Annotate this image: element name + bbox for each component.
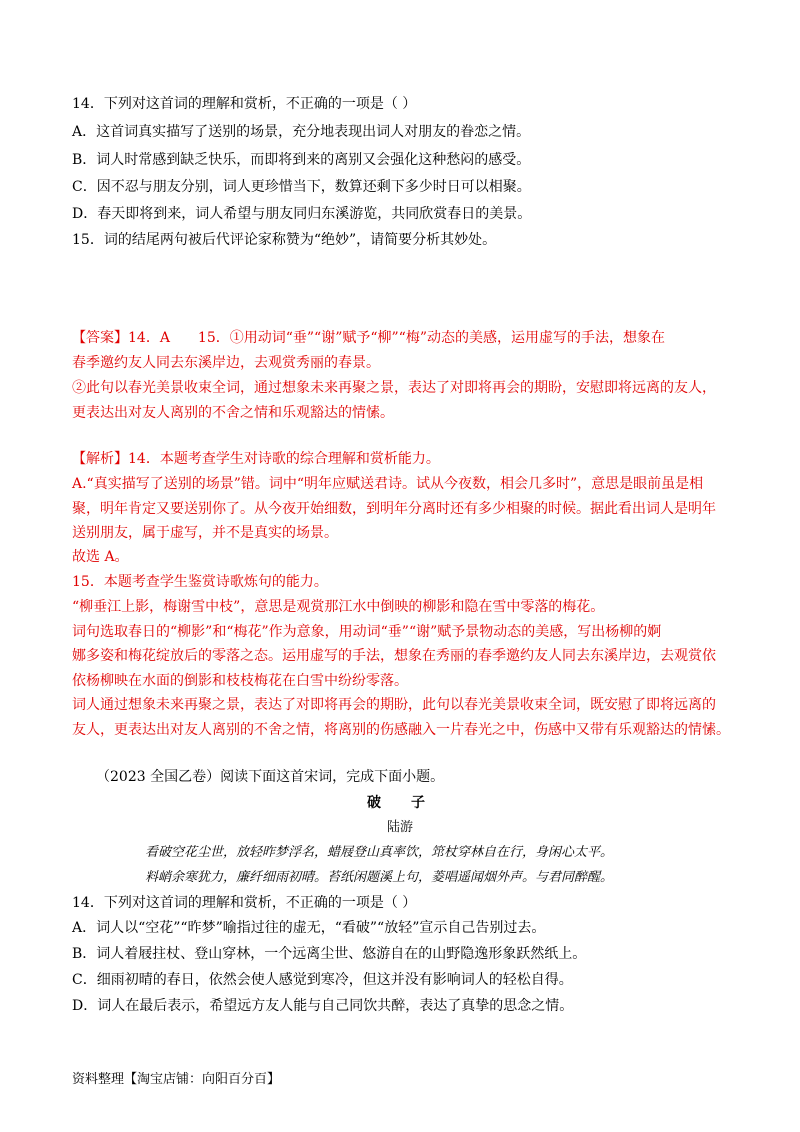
analysis-line: 故选 A。 — [72, 549, 129, 565]
analysis-line: 15．本题考查学生鉴赏诗歌炼句的能力。 — [72, 574, 328, 590]
answer-line: 【答案】14．A 15．①用动词“垂”“谢”赋予“柳”“梅”动态的美感，运用虚写的手法，想象在 — [72, 330, 665, 346]
question-15-stem: 15．词的结尾两句被后代评论家称赞为“绝妙”，请简要分析其妙处。 — [72, 232, 497, 248]
question-14-option-d: D．词人在最后表示，希望远方友人能与自己同饮共醉，表达了真挚的思念之情。 — [72, 998, 574, 1014]
question-14-option-b: B．词人着屐拄杖、登山穿林，一个远离尘世、悠游自在的山野隐逸形象跃然纸上。 — [72, 946, 587, 962]
analysis-line: 友人，更表达出对友人离别的不舍之情，将离别的伤感融入一片春光之中，伤感中又带有乐观豁达的情愫。 — [72, 722, 730, 738]
poem-line: 料峭余寒犹力，廉纤细雨初晴。苔纸闲题溪上句，菱唱遥闻烟外声。与君同醉醒。 — [145, 870, 614, 885]
question-14-option-c: C．细雨初晴的春日，依然会使人感觉到寒冷，但这并没有影响词人的轻松自得。 — [72, 972, 573, 988]
poem-author: 陆游 — [386, 820, 413, 835]
question-14-option-b: B．词人时常感到缺乏快乐，而即将到来的离别又会强化这种愁闷的感受。 — [72, 152, 531, 168]
question-14-stem: 14．下列对这首词的理解和赏析，不正确的一项是（ ） — [72, 895, 417, 911]
answer-line: 更表达出对友人离别的不舍之情和乐观豁达的情愫。 — [72, 405, 394, 421]
answer-line: 春季邀约友人同去东溪岸边，去观赏秀丽的春景。 — [72, 355, 380, 371]
analysis-line: 娜多姿和梅花绽放后的零落之态。运用虚写的手法，想象在秀丽的春季邀约友人同去东溪岸边，去观赏依 — [72, 648, 716, 664]
answer-line: ②此句以春光美景收束全词，通过想象未来再聚之景，表达了对即将再会的期盼，安慰即将远离的友人， — [72, 380, 716, 396]
question-14-option-d: D．春天即将到来，词人希望与朋友同归东溪游览，共同欣赏春日的美景。 — [72, 206, 532, 222]
footer-source: 资料整理【淘宝店铺：向阳百分百】 — [72, 1072, 281, 1087]
question-14-option-c: C．因不忍与朋友分别，词人更珍惜当下，数算还剩下多少时日可以相聚。 — [72, 179, 531, 195]
question-14-option-a: A．词人以“空花”“昨梦”喻指过往的虚无，“看破”“放轻”宣示自己告别过去。 — [72, 920, 546, 936]
analysis-line: 【解析】14．本题考查学生对诗歌的综合理解和赏析能力。 — [72, 451, 440, 467]
question-14-stem: 14．下列对这首词的理解和赏析，不正确的一项是（ ） — [72, 96, 417, 112]
analysis-line: A.“真实描写了送别的场景”错。词中“明年应赋送君诗。试从今夜数，相会几多时”，意思是眼前虽是相 — [72, 476, 704, 492]
poem-line: 看破空花尘世，放轻昨梦浮名，蜡屐登山真率饮，筇杖穿林自在行，身闲心太平。 — [145, 845, 614, 860]
analysis-line: 聚，明年肯定又要送别你了。从今夜开始细数，到明年分离时还有多少相聚的时候。据此看出词人是明年 — [72, 501, 716, 517]
analysis-line: 送别朋友，属于虚写，并不是真实的场景。 — [72, 525, 338, 541]
analysis-line: “柳垂江上影，梅谢雪中枝”，意思是观赏那江水中倒映的柳影和隐在雪中零落的梅花。 — [72, 599, 605, 615]
analysis-line: 词句选取春日的“柳影”和“梅花”作为意象，用动词“垂”“谢”赋予景物动态的美感，写出杨柳的婀 — [72, 624, 662, 640]
analysis-line: 依杨柳映在水面的倒影和枝枝梅花在白雪中纷纷零落。 — [72, 673, 408, 689]
question-14-option-a: A．这首词真实描写了送别的场景，充分地表现出词人对朋友的眷恋之情。 — [72, 124, 531, 140]
poem-title: 破 子 — [367, 795, 433, 811]
analysis-line: 词人通过想象未来再聚之景，表达了对即将再会的期盼，此句以春光美景收束全词，既安慰了即将远离的 — [72, 697, 716, 713]
section-intro: （2023 全国乙卷）阅读下面这首宋词，完成下面小题。 — [96, 769, 445, 785]
